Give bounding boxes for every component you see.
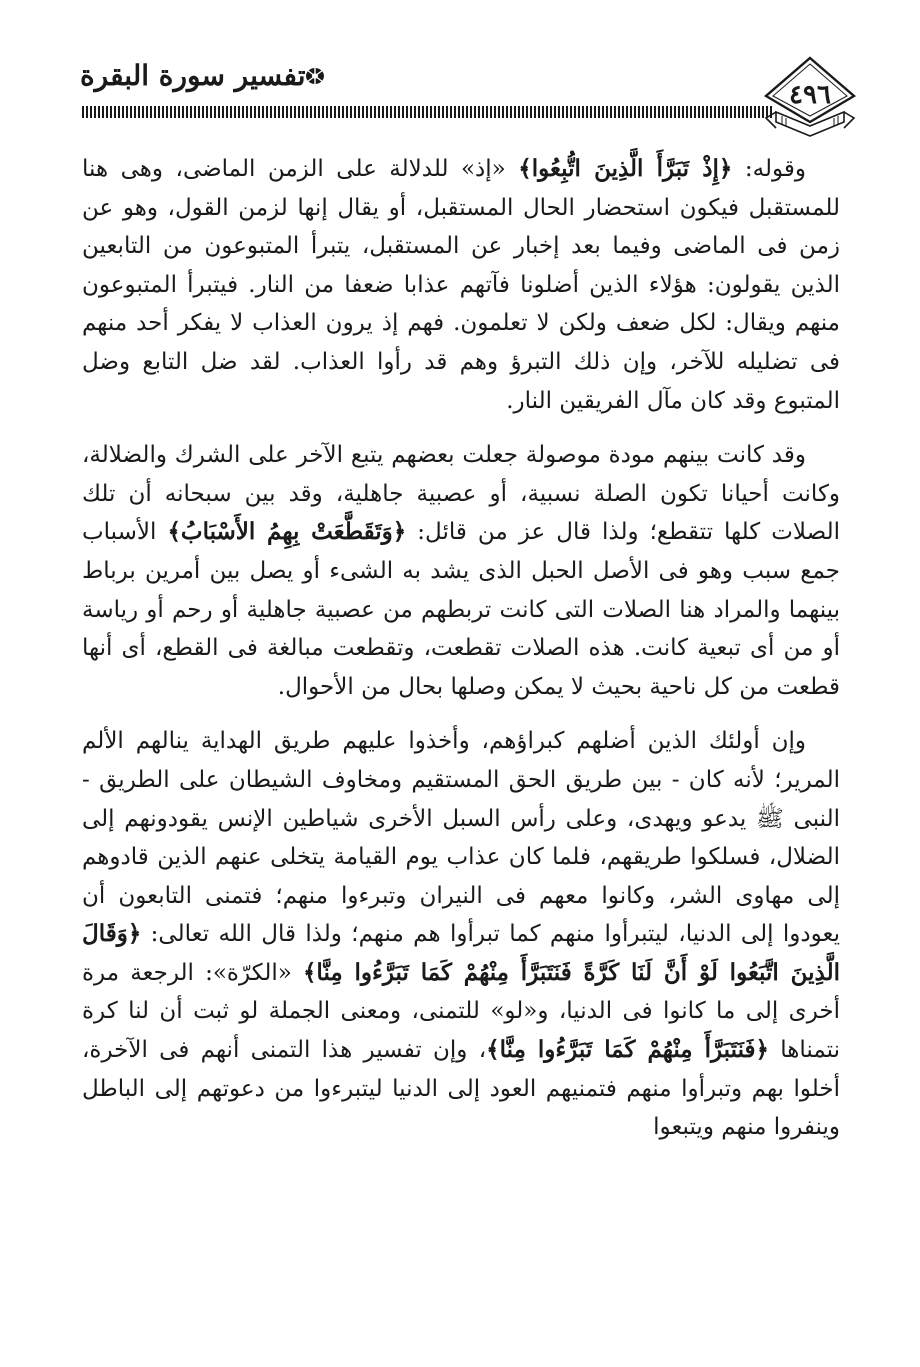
header-rule <box>82 106 772 118</box>
text-run: الأسباب جمع سبب وهو فى الأصل الحبل الذى يشد به الشىء أو يصل بين أمرين برباط بينهما والمراد هنا الصلات التى كانت تربطهم من عصبية جاهلية أو رحم أو رياسة أو من أى تبعية كانت. هذه الصلات تقطعت، وتقطعت مبالغة فى القطع، أى أنها قطعت من كل ناحية بحيث لا يمكن وصلها بحال من الأحوال. <box>82 519 840 700</box>
quran-quote: ﴿وَتَقَطَّعَتْ بِهِمُ الأَسْبَابُ﴾ <box>167 518 407 546</box>
text-run: وقد كانت بينهم مودة موصولة جعلت بعضهم يتبع الآخر على الشرك والضلالة، وكانت أحيانا تكون الصلة نسبية، أو عصبية جاهلية، وقد بين سبحانه أن تلك الصلات كلها تتقطع؛ ولذا قال عز من قائل: <box>82 442 840 546</box>
paragraph <box>82 722 840 1147</box>
text-run: وقوله: <box>732 156 806 182</box>
text-run: وإن أولئك الذين أضلهم كبراؤهم، وأخذوا عليهم طريق الهداية ينالهم الألم المرير؛ لأنه كان - بين طريق الحق المستقيم ومخاوف الشيطان على الطريق - النبى ﷺ يدعو ويهدى، وعلى رأس السبل الأخرى شياطين الإنس يقودونهم إلى الضلال، فسلكوا طريقهم، فلما كان عذاب يوم القيامة يتخلى عنهم الذين قادوهم إلى مهاوى الشر، وكانوا معهم فى النيران وتبرءوا منهم؛ فتمنى التابعون أن يعودوا إلى الدنيا، ليتبرأوا منهم كما تبرأوا هم منهم؛ ولذا قال الله تعالى: <box>82 728 840 948</box>
text-run: «إذ» للدلالة على الزمن الماضى، وهى هنا للمستقبل فيكون استحضار الحال المستقبل، أو يقال إنها لزمن القول، وهو عن زمن فى الماضى وفيما بعد إخبار عن المستقبل، يتبرأ المتبوعون من التابعين الذين يقولون: هؤلاء الذين أضلونا فآتهم عذابا ضعفا من النار. فيتبرأ المتبوعون منهم ويقال: لكل ضعف ولكن لا تعلمون. فهم إذ يرون العذاب لا يفكر أحد منهم فى تضليله للآخر، وإن ذلك التبرؤ وهم قد رأوا العذاب. لقد ضل التابع وضل المتبوع وقد كان مآل الفريقين النار. <box>82 156 840 414</box>
quran-quote: ﴿فَنَتَبَرَّأَ مِنْهُمْ كَمَا تَبَرَّءُوا مِنَّا﴾ <box>486 1036 769 1064</box>
page-number: ٤٩٦ <box>789 80 831 110</box>
quran-quote: ﴿إِذْ تَبَرَّأَ الَّذِينَ اتُّبِعُوا﴾ <box>518 155 733 182</box>
paragraph <box>82 150 840 420</box>
running-header-title: تفسير سورة البقرة <box>80 59 306 92</box>
flower-ornament-icon <box>302 66 328 86</box>
text-run: ، وإن تفسير هذا التمنى أنهم فى الآخرة، أخلوا بهم وتبرأوا منهم فتمنيهم العود إلى الدنيا ليتبرءوا من دعوتهم إلى الباطل وينفروا منهم ويتبعوا <box>82 1037 840 1141</box>
body-text <box>82 150 840 1147</box>
paragraph <box>82 436 840 706</box>
quran-quote: ﴿وَقَالَ الَّذِينَ اتَّبَعُوا لَوْ أَنَّ لَنَا كَرَّةً فَنَتَبَرَّأَ مِنْهُمْ كَمَا تَبَرَّءُوا مِنَّا﴾ <box>82 920 841 986</box>
text-run: «الكرّة»: الرجعة مرة أخرى إلى ما كانوا فى الدنيا، و«لو» للتمنى، ومعنى الجملة لو ثبت أن لنا كرة نتمناها <box>82 959 840 1064</box>
